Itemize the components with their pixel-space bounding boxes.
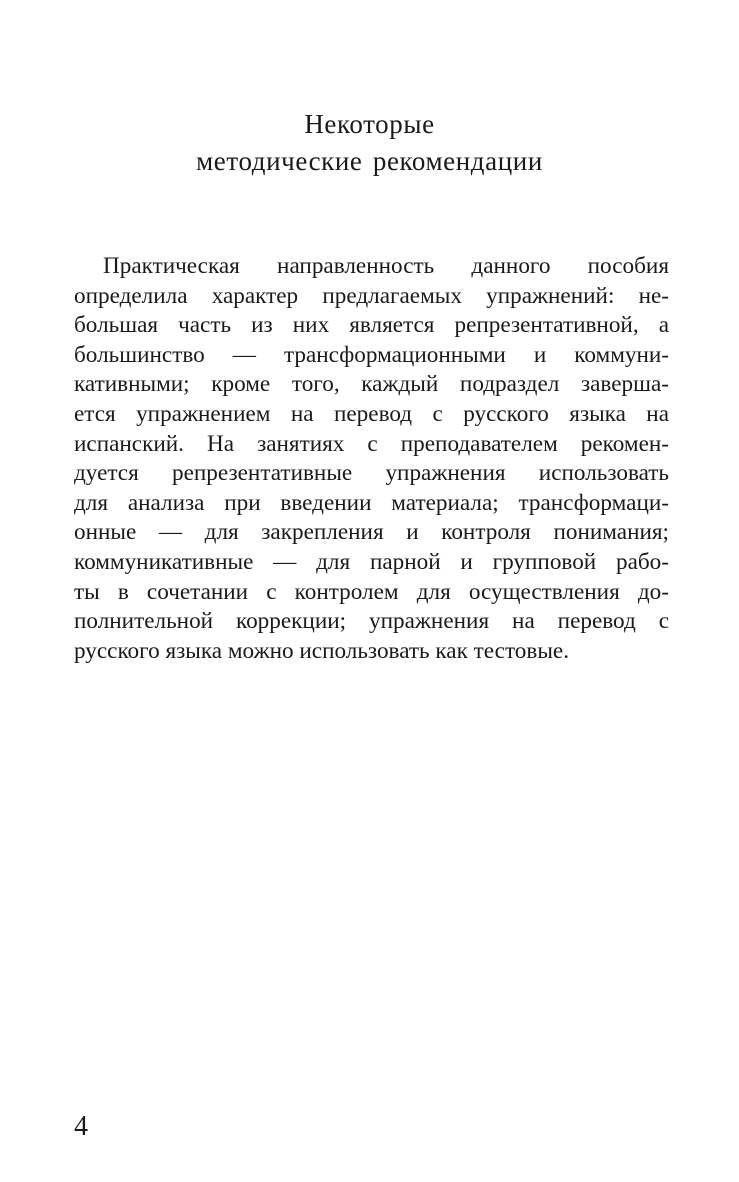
text-line: онные — для закрепления и контроля понимания; xyxy=(74,519,669,546)
text-line: Практическая направленность данного пособия xyxy=(103,253,669,279)
text-line: ется упражнением на перевод с русского языка на xyxy=(74,400,669,427)
text-line: испанский. На занятиях с преподавателем рекомен- xyxy=(74,430,669,457)
text-line: русского языка можно использовать как тестовые. xyxy=(74,637,569,664)
text-line: большая часть из них является репрезентативной, а xyxy=(74,312,669,339)
page-number: 4 xyxy=(74,1111,88,1142)
text-line: большинство — трансформационными и коммуни- xyxy=(74,341,669,368)
text-line: определила характер предлагаемых упражнений: не- xyxy=(74,282,669,309)
section-heading xyxy=(0,106,739,180)
text-line: полнительной коррекции; упражнения на перевод с xyxy=(74,608,669,635)
heading-line-1: Некоторые xyxy=(304,109,435,139)
text-line: кативными; кроме того, каждый подраздел заверша- xyxy=(74,371,669,398)
body-paragraph xyxy=(74,252,669,666)
text-line: для анализа при введении материала; трансформаци- xyxy=(74,489,669,516)
text-line: дуется репрезентативные упражнения использовать xyxy=(74,460,669,487)
text-line: коммуникативные — для парной и групповой рабо- xyxy=(74,548,669,575)
heading-line-2: методические рекомендации xyxy=(196,146,543,176)
text-line: ты в сочетании с контролем для осуществления до- xyxy=(74,578,669,605)
